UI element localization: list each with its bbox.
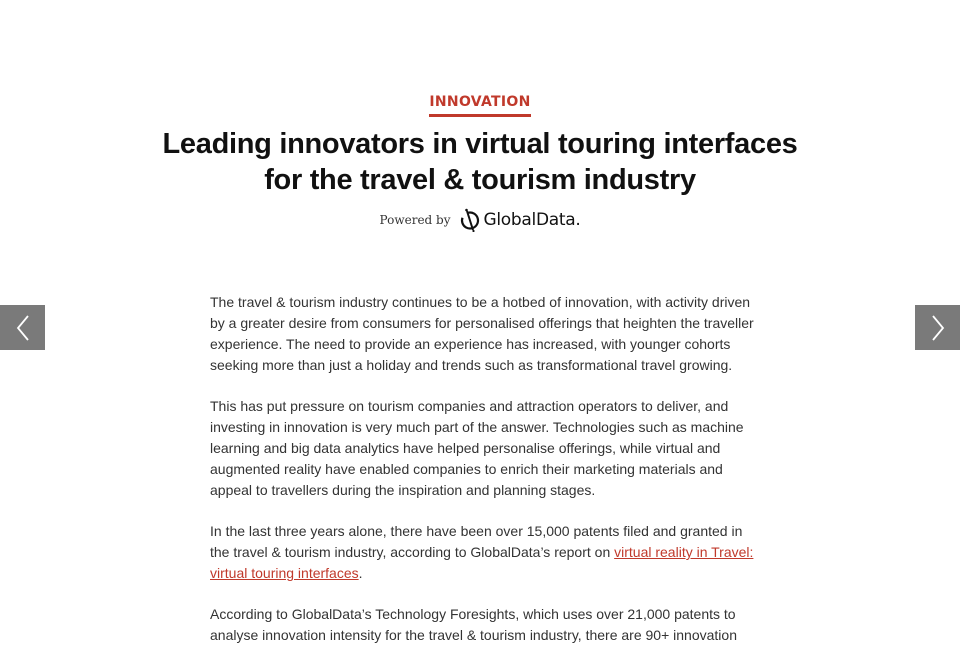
powered-by (0, 208, 960, 232)
paragraph: The travel & tourism industry continues to be a hotbed of innovation, with activity driven by a greater desire from consumers for personalised offerings that heighten the traveller experience. The need to provide an experience has increased, with younger cohorts seeking more than just a holiday and trends such as transformational travel growing. (210, 294, 754, 373)
paragraph-text: . (358, 565, 363, 581)
page-title: Leading innovators in virtual touring interfaces for the travel & tourism industry (162, 128, 798, 196)
powered-by-label: Powered by (379, 213, 451, 227)
globaldata-brand: GlobalData. (483, 210, 581, 230)
article-body (210, 292, 755, 666)
chevron-right-icon (930, 314, 946, 342)
next-button[interactable] (915, 305, 960, 350)
paragraph-text: In the last three years alone, there have been over 15,000 patents filed and granted in the travel & tourism industry, according to GlobalData’s report on (210, 523, 743, 560)
paragraph (210, 521, 755, 584)
globaldata-logo-icon (459, 208, 481, 232)
previous-button[interactable] (0, 305, 45, 350)
globaldata-logo[interactable] (459, 208, 581, 232)
paragraph: This has put pressure on tourism companies and attraction operators to deliver, and investing in innovation is very much part of the answer. Technologies such as machine learning and big data analytics have helped personalise offerings, while virtual and augmented reality have enabled companies to enrich their marketing materials and appeal to travellers during the inspiration and planning stages. (210, 398, 744, 498)
category-label[interactable]: INNOVATION (429, 94, 530, 117)
report-link[interactable]: virtual reality in Travel: virtual touring interfaces (210, 544, 754, 581)
paragraph: According to GlobalData’s Technology Foresights, which uses over 21,000 patents to analyse innovation intensity for the travel & tourism industry, there are 90+ innovation (210, 606, 737, 643)
chevron-left-icon (15, 314, 31, 342)
category-label-wrap (0, 93, 960, 117)
